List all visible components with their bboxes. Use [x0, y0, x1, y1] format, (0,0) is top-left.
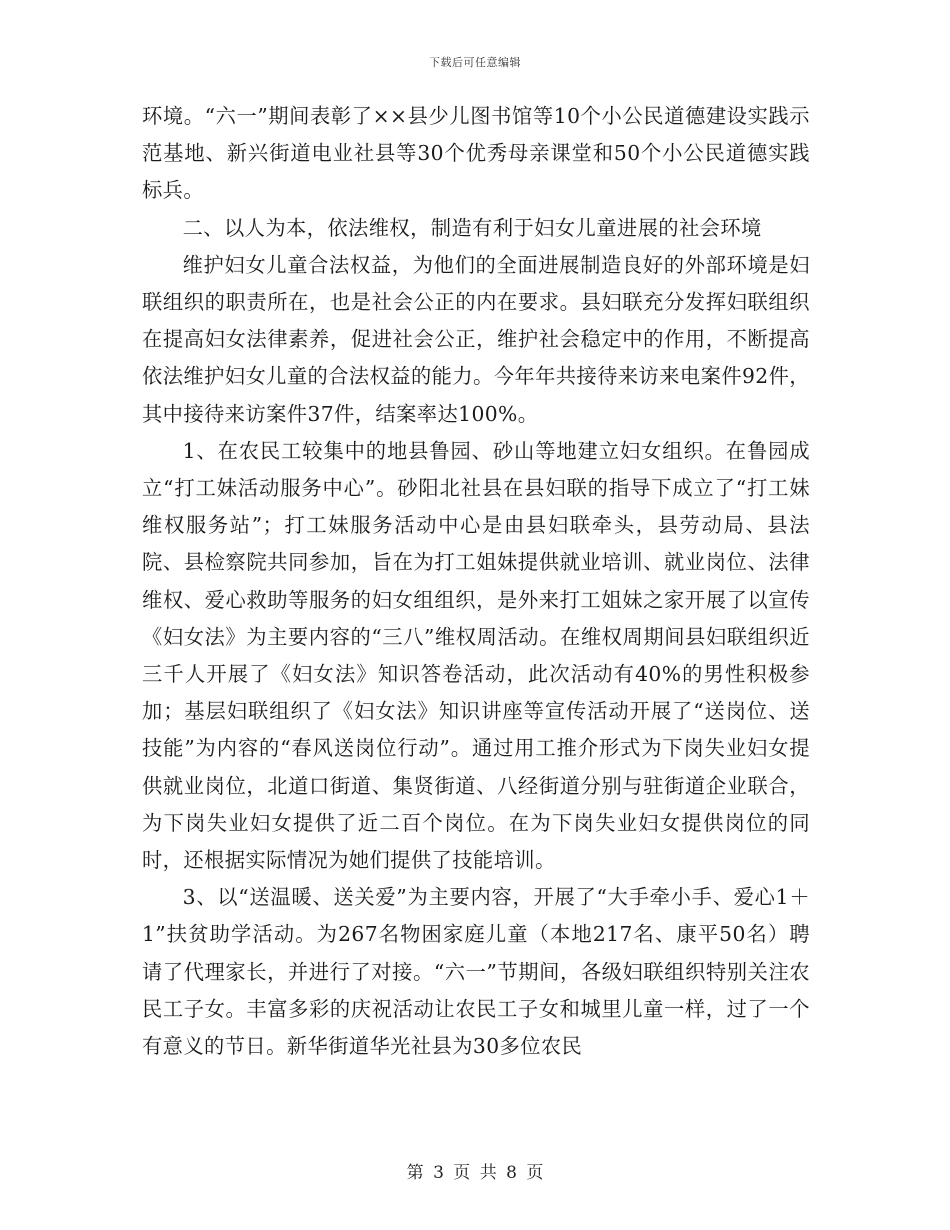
section-heading: 二、以人为本，依法维权，制造有利于妇女儿童进展的社会环境 [182, 215, 762, 240]
paragraph-1: 环境。“六一”期间表彰了××县少儿图书馆等10个小公民道德建设实践示范基地、新兴街道电业社县等30个优秀母亲课堂和50个小公民道德实践标兵。 [142, 104, 810, 203]
document-body [142, 98, 810, 1065]
paragraph-5: 3、以“送温暖、送关爱”为主要内容，开展了“大手牵小手、爱心1＋1”扶贫助学活动。为267名物困家庭儿童（本地217名、康平50名）聘请了代理家长，并进行了对接。“六一”节期间，各级妇联组织特别关注农民工子女。丰富多彩的庆祝活动让农民工子女和城里儿童一样，过了一个有意义的节日。新华街道华光社县为30多位农民 [142, 885, 810, 1059]
paragraph-4: 1、在农民工较集中的地县鲁园、砂山等地建立妇女组织。在鲁园成立“打工妹活动服务中心”。砂阳北社县在县妇联的指导下成立了“打工妹维权服务站”；打工妹服务活动中心是由县妇联牵头，县劳动局、县法院、县检察院共同参加，旨在为打工姐妹提供就业培训、就业岗位、法律维权、爱心救助等服务的妇女组组织，是外来打工姐妹之家开展了以宣传《妇女法》为主要内容的“三八”维权周活动。在维权周期间县妇联组织近三千人开展了《妇女法》知识答卷活动，此次活动有40%的男性积极参加；基层妇联组织了《妇女法》知识讲座等宣传活动开展了“送岗位、送技能”为内容的“春风送岗位行动”。通过用工推介形式为下岗失业妇女提供就业岗位，北道口街道、集贤街道、八经街道分别与驻街道企业联合，为下岗失业妇女提供了近二百个岗位。在为下岗失业妇女提供岗位的同时，还根据实际情况为她们提供了技能培训。 [142, 438, 810, 873]
paragraph-3: 维护妇女儿童合法权益，为他们的全面进展制造良好的外部环境是妇联组织的职责所在，也是社会公正的内在要求。县妇联充分发挥妇联组织在提高妇女法律素养，促进社会公正，维护社会稳定中的作用，不断提高依法维护妇女儿童的合法权益的能力。今年年共接待来访来电案件92件，其中接待来访案件37件，结案率达100%。 [142, 252, 810, 426]
page-header-note: 下载后可任意编辑 [429, 56, 521, 69]
page-number: 第 3 页 共 8 页 [406, 1163, 544, 1183]
